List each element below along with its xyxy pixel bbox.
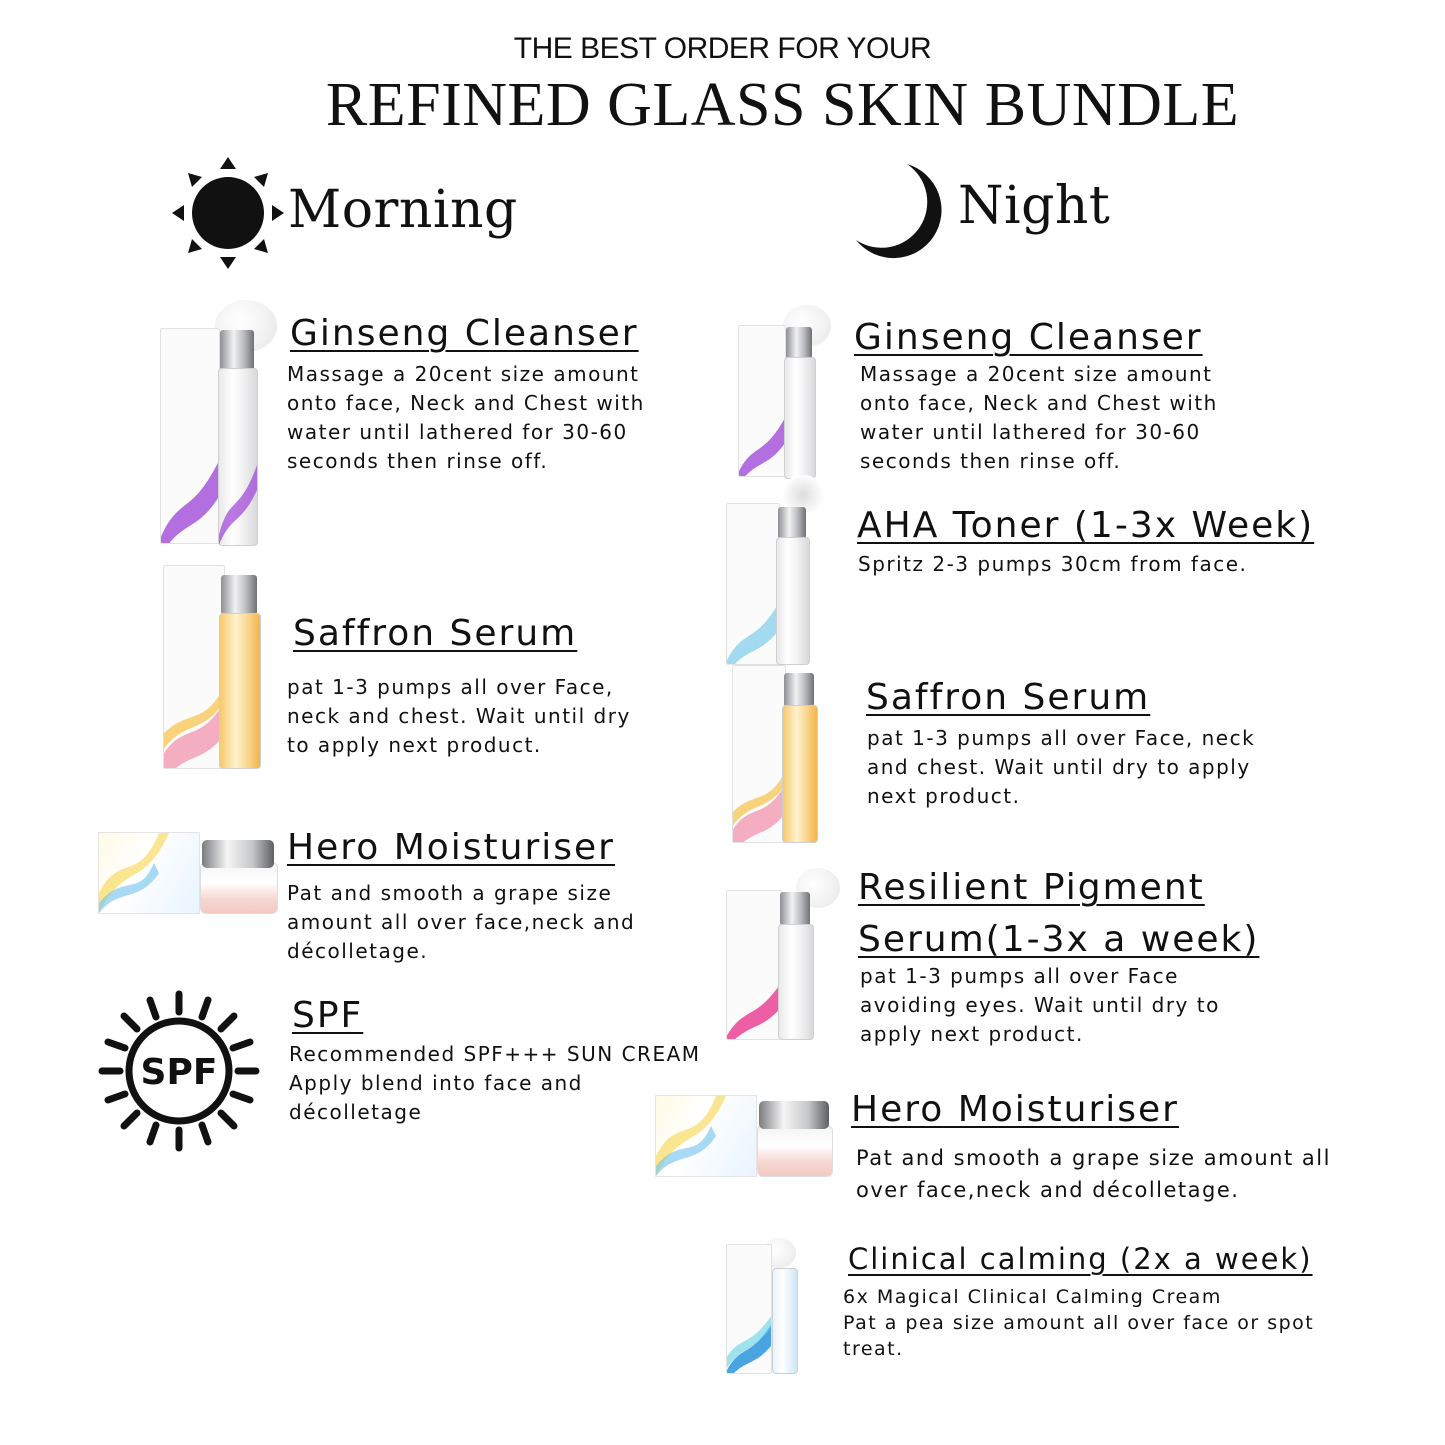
spf-sun-icon — [98, 990, 260, 1152]
night-label: Night — [958, 176, 1111, 236]
night-ginseng-cleanser-image — [738, 305, 838, 477]
sun-icon — [170, 155, 286, 271]
morning-saffron-title: Saffron Serum — [293, 613, 578, 654]
resilient-pigment-desc — [860, 962, 1220, 1049]
night-hero-desc — [856, 1142, 1331, 1206]
morning-spf-desc — [289, 1040, 701, 1127]
desc-line: and chest. Wait until dry to apply — [867, 755, 1251, 779]
desc-line: over face,neck and décolletage. — [856, 1178, 1240, 1202]
clinical-calming-title: Clinical calming (2x a week) — [848, 1242, 1313, 1276]
desc-line: amount all over face,neck and — [287, 910, 636, 934]
night-hero-title: Hero Moisturiser — [851, 1089, 1179, 1130]
desc-line: water until lathered for 30-60 — [287, 420, 628, 444]
desc-line: Massage a 20cent size amount — [860, 362, 1213, 386]
aha-toner-image — [726, 475, 836, 665]
desc-line: pat 1-3 pumps all over Face, neck — [867, 726, 1256, 750]
morning-saffron-desc — [287, 673, 631, 760]
aha-toner-title: AHA Toner (1-3x Week) — [857, 505, 1315, 546]
moon-icon — [852, 160, 942, 260]
hero-moisturiser-image — [98, 832, 278, 914]
night-hero-moisturiser-image — [655, 1095, 835, 1177]
resilient-pigment-title-line2: Serum(1-3x a week) — [858, 919, 1260, 960]
desc-line: 6x Magical Clinical Calming Cream — [843, 1286, 1222, 1308]
resilient-pigment-title-line1: Resilient Pigment — [858, 867, 1205, 908]
desc-line: avoiding eyes. Wait until dry to — [860, 993, 1220, 1017]
desc-line: treat. — [843, 1338, 904, 1360]
night-ginseng-desc — [860, 360, 1218, 476]
night-ginseng-title: Ginseng Cleanser — [854, 317, 1203, 358]
desc-line: Pat a pea size amount all over face or spot — [843, 1312, 1315, 1334]
night-saffron-desc — [867, 724, 1255, 811]
morning-ginseng-title: Ginseng Cleanser — [290, 313, 639, 354]
morning-hero-title: Hero Moisturiser — [287, 827, 615, 868]
aha-toner-desc — [858, 550, 1247, 579]
desc-line: neck and chest. Wait until dry — [287, 704, 631, 728]
desc-line: next product. — [867, 784, 1021, 808]
desc-line: pat 1-3 pumps all over Face — [860, 964, 1179, 988]
morning-spf-title: SPF — [292, 995, 364, 1036]
desc-line: onto face, Neck and Chest with — [860, 391, 1218, 415]
desc-line: seconds then rinse off. — [287, 449, 549, 473]
desc-line: seconds then rinse off. — [860, 449, 1122, 473]
night-saffron-title: Saffron Serum — [866, 677, 1151, 718]
desc-line: Massage a 20cent size amount — [287, 362, 640, 386]
morning-hero-desc — [287, 879, 635, 966]
night-saffron-serum-image — [732, 665, 832, 843]
desc-line: water until lathered for 30-60 — [860, 420, 1201, 444]
saffron-serum-image — [163, 565, 263, 770]
page-subtitle: THE BEST ORDER FOR YOUR — [513, 32, 932, 65]
spf-icon-text: SPF — [140, 1052, 218, 1093]
desc-line: Pat and smooth a grape size amount all — [856, 1146, 1331, 1170]
page-title: REFINED GLASS SKIN BUNDLE — [325, 71, 1240, 139]
desc-line: Recommended SPF+++ SUN CREAM — [289, 1042, 701, 1066]
morning-label: Morning — [288, 180, 518, 240]
desc-line: pat 1-3 pumps all over Face, — [287, 675, 614, 699]
desc-line: apply next product. — [860, 1022, 1084, 1046]
morning-ginseng-desc — [287, 360, 645, 476]
resilient-pigment-image — [726, 868, 846, 1040]
clinical-calming-desc — [843, 1284, 1314, 1362]
desc-line: décolletage. — [287, 939, 429, 963]
ginseng-cleanser-image — [160, 300, 290, 545]
clinical-calming-image — [726, 1238, 806, 1373]
desc-line: to apply next product. — [287, 733, 542, 757]
desc-line: Pat and smooth a grape size — [287, 881, 613, 905]
desc-line: décolletage — [289, 1100, 423, 1124]
desc-line: Spritz 2-3 pumps 30cm from face. — [858, 552, 1248, 576]
desc-line: Apply blend into face and — [289, 1071, 583, 1095]
desc-line: onto face, Neck and Chest with — [287, 391, 645, 415]
